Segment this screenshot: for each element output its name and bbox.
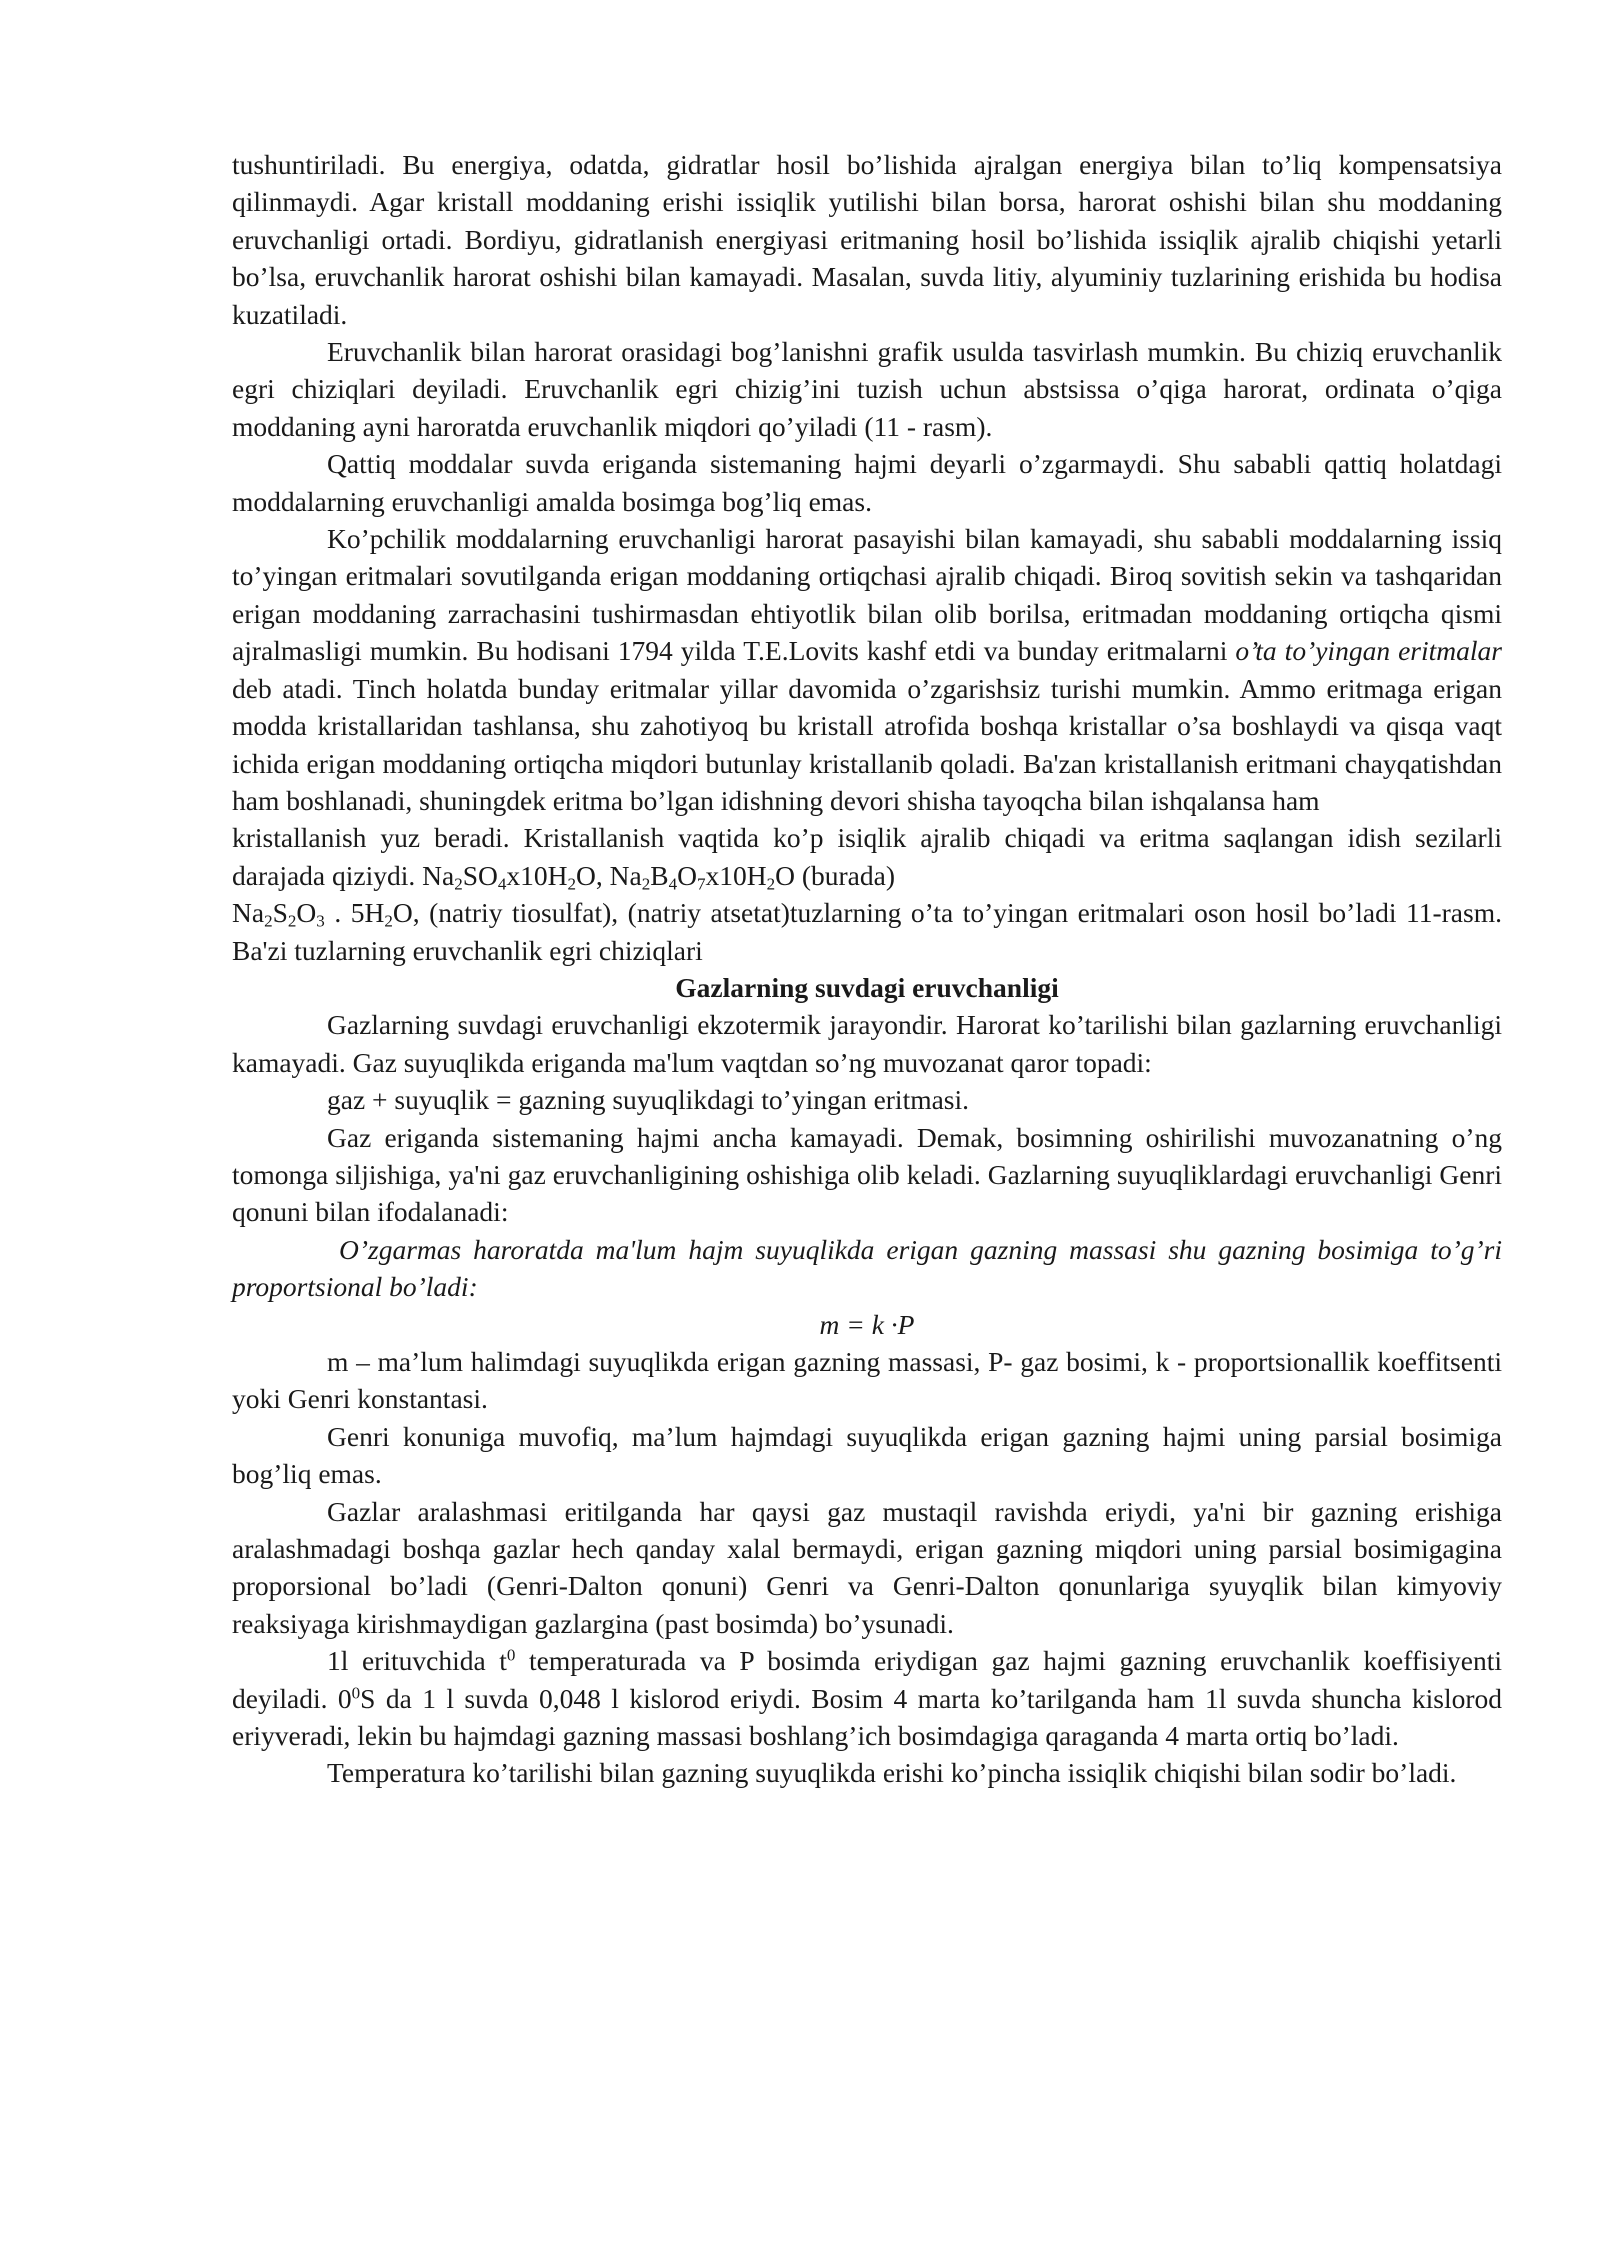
text-segment: O (burada) (775, 859, 895, 891)
paragraph-gas-exothermic: Gazlarning suvdagi eruvchanligi ekzotermik jarayondir. Harorat ko’tarilishi bilan gazlarning eruvchanligi kamayadi. Gaz suyuqlikda eriganda ma'lum vaqtdan so’ng muvozanat qaror topadi: (232, 1009, 1502, 1078)
text-segment: kristallanish yuz beradi. Kristallanish vaqtida ko’p isiqlik ajralib chiqadi va eritma saqlangan idish sezilarli darajada qiziydi. Na (232, 822, 1502, 891)
subscript: 4 (668, 873, 678, 893)
paragraph-temperature: Temperatura ko’tarilishi bilan gazning suyuqlikda erishi ko’pincha issiqlik chiqishi bilan sodir bo’ladi. (327, 1757, 1457, 1789)
paragraph-formula-legend: m – ma’lum halimdagi suyuqlikda erigan gazning massasi, P- gaz bosimi, k - proportsionallik koeffitsenti yoki Genri konstantasi. (232, 1346, 1502, 1415)
paragraph-henry-dalton: Gazlar aralashmasi eritilganda har qaysi gaz mustaqil ravishda eriydi, ya'ni bir gazning erishiga aralashmadagi boshqa gazlar hech qanday xalal bermaydi, erigan gazning miqdori uning parsial bosimigagina proporsional bo’ladi (Genri-Dalton qonuni) Genri va Genri-Dalton qonunlariga syuyqlik bilan kimyoviy reaksiyaga kirishmaydigan gazlargina (past bosimda) bo’ysunadi. (232, 1495, 1502, 1639)
subscript: 7 (696, 873, 706, 893)
text-segment: O (296, 897, 317, 929)
text-segment: deb atadi. Tinch holatda bunday eritmalar yillar davomida o’zgarishsiz turishi mumkin. Ammo eritmaga erigan modda kristallaridan tashlansa, shu zahotiyoq bu kristall atrofida boshqa kristallar o’sa boshlaydi va qisqa vaqt ichida erigan moddaning ortiqcha miqdori butunlay kristallanib qoladi. Ba'zan kristallanish eritmani chayqatishdan ham boshlanadi, shuningdek eritma bo’lgan idishning devori shisha tayoqcha bilan ishqalansa ham (232, 672, 1502, 816)
text-segment: B (650, 859, 669, 891)
text-segment: temperaturada va P bosimda eriydigan gaz hajmi gazning eruvchanlik koeffisiyenti deyiladi. 0 (232, 1645, 1502, 1714)
text-segment: O (677, 859, 697, 891)
text-segment: S da 1 l suvda 0,048 l kislorod eriydi. Bosim 4 marta ko’tarilganda ham 1l suvda shuncha kislorod eriyveradi, lekin bu hajmdagi gazning massasi boshlang’ich bosimdagiga qaraganda 4 marta ortiq bo’ladi. (232, 1682, 1502, 1752)
superscript: 0 (351, 1683, 361, 1703)
text-segment: O, Na (576, 859, 642, 891)
subscript: 2 (287, 911, 297, 931)
paragraph-henry-volume: Genri konuniga muvofiq, ma’lum hajmdagi suyuqlikda erigan gazning hajmi uning parsial bosimiga bog’liq emas. (232, 1420, 1502, 1490)
paragraph-supersaturated (232, 520, 1502, 819)
subscript: 2 (567, 873, 577, 893)
henry-law-statement: O’zgarmas haroratda ma'lum hajm suyuqlikda erigan gazning massasi shu gazning bosimiga to’g’ri proportsional bo’ladi: (232, 1233, 1502, 1303)
text-segment: O, (natriy tiosulfat), (natriy atsetat)tuzlarning o’ta to’yingan eritmalari oson hosil bo’ladi 11-rasm. Ba'zi tuzlarning eruvchanlik egri chiziqlari (232, 897, 1502, 966)
henry-law-formula: m = k ·P (819, 1308, 915, 1340)
document-body (232, 146, 1502, 1792)
text-segment: SO (462, 859, 498, 891)
subscript: 2 (264, 911, 273, 931)
subscript: 2 (454, 873, 463, 893)
text-segment: 1l erituvchida t (327, 1645, 507, 1677)
subscript: 2 (766, 873, 776, 893)
paragraph-crystallization (232, 819, 1502, 894)
subscript: 2 (384, 911, 393, 931)
text-segment: x10H (506, 859, 568, 891)
paragraph-solid-pressure: Qattiq moddalar suvda eriganda sistemaning hajmi deyarli o’zgarmaydi. Shu sababli qattiq holatdagi moddalarning eruvchanligi amalda bosimga bog’liq emas. (232, 448, 1502, 517)
paragraph-solubility-curves: Eruvchanlik bilan harorat orasidagi bog’lanishni grafik usulda tasvirlash mumkin. Bu chiziq eruvchanlik egri chiziqlari deyiladi. Eruvchanlik egri chizig’ini tuzish uchun abstsissa o’qiga harorat, ordinata o’qiga moddaning ayni haroratda eruvchanlik miqdori qo’yiladi (11 - rasm). (232, 336, 1502, 442)
paragraph-gas-volume: Gaz eriganda sistemaning hajmi ancha kamayadi. Demak, bosimning oshirilishi muvozanatning o’ng tomonga siljishiga, ya'ni gaz eruvchanligining oshishiga olib keladi. Gazlarning suyuqliklardagi eruvchanligi Genri qonuni bilan ifodalanadi: (232, 1121, 1502, 1228)
italic-term: o’ta to’yingan eritmalar (1235, 635, 1502, 667)
text-segment: S (272, 897, 288, 929)
equation-gas-liquid: gaz + suyuqlik = gazning suyuqlikdagi to’yingan eritmasi. (327, 1084, 970, 1116)
paragraph-thiosulfate (232, 894, 1502, 969)
text-segment: Ko’pchilik moddalarning eruvchanligi harorat pasayishi bilan kamayadi, shu sababli moddalarning issiq to’yingan eritmalari sovutilganda erigan moddaning ortiqchasi ajralib chiqadi. Biroq sovitish sekin va tashqaridan erigan moddaning zarrachasini tushirmasdan ehtiyotlik bilan olib borilsa, eritmadan moddaning ortiqcha qismi ajralmasligi mumkin. Bu hodisani 1794 yilda T.E.Lovits kashf etdi va bunday eritmalarni (232, 523, 1502, 667)
paragraph-solubility-coefficient (232, 1642, 1502, 1754)
subscript: 4 (497, 873, 507, 893)
text-segment: Na (232, 897, 265, 929)
section-heading: Gazlarning suvdagi eruvchanligi (675, 971, 1059, 1003)
paragraph-hydration-energy: tushuntiriladi. Bu energiya, odatda, gidratlar hosil bo’lishida ajralgan energiya bilan to’liq kompensatsiya qilinmaydi. Agar kristall moddaning erishi issiqlik yutilishi bilan borsa, harorat oshishi bilan shu moddaning eruvchanligi ortadi. Bordiyu, gidratlanish energiyasi eritmaning hosil bo’lishida issiqlik ajralib chiqishi yetarli bo’lsa, eruvchanlik harorat oshishi bilan kamayadi. Masalan, suvda litiy, alyuminiy tuzlarining erishida bu hodisa kuzatiladi. (232, 149, 1502, 330)
subscript: 3 (316, 911, 325, 931)
superscript: 0 (506, 1645, 516, 1665)
subscript: 2 (641, 873, 651, 893)
text-segment: . 5H (324, 897, 385, 929)
text-segment: x10H (705, 859, 767, 891)
